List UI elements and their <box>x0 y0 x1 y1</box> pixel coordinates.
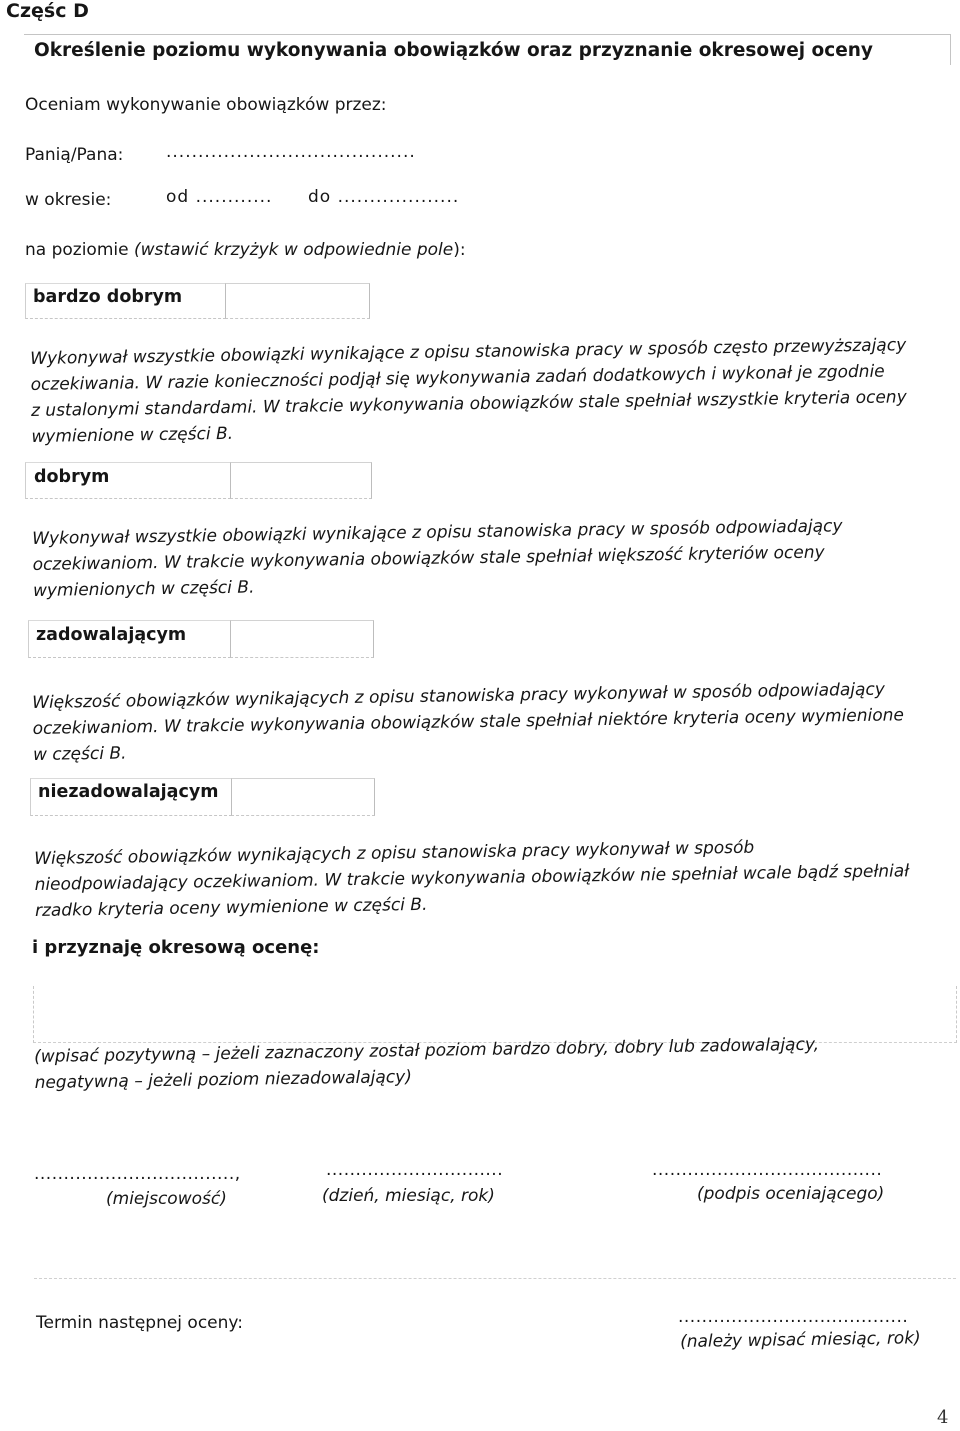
checkbox-niezadowalajacym[interactable] <box>231 778 375 816</box>
period-label: w okresie: <box>25 190 112 210</box>
description-line: Większość obowiązków wynikających z opisu stanowiska pracy wykonywał w sposób odpowiadający <box>32 679 885 713</box>
description-line: z ustalonymi standardami. W trakcie wykonywania obowiązków stale spełniał wszystkie kryteria oceny <box>30 387 907 421</box>
description-line: rzadko kryteria oceny wymienione w części B. <box>34 894 428 921</box>
place-caption: (miejscowość) <box>106 1189 227 1209</box>
description-line: Większość obowiązków wynikających z opisu stanowiska pracy wykonywał w sposób <box>34 837 755 869</box>
instruction-line: negatywną – jeżeli poziom niezadowalający) <box>34 1067 413 1093</box>
level-prompt-end: ): <box>453 240 466 260</box>
description-line: oczekiwaniom. W trakcie wykonywania obowiązków stale spełniał większość kryteriów oceny <box>32 542 825 575</box>
date-caption: (dzień, miesiąc, rok) <box>322 1186 495 1206</box>
level-description-zadowalajacym <box>32 676 943 768</box>
place-field[interactable]: .................................., <box>34 1164 241 1184</box>
description-line: oczekiwaniom. W trakcie wykonywania obowiązków stale spełniał niektóre kryteria oceny wymienione <box>32 705 905 739</box>
description-line: nieodpowiadający oczekiwaniom. W trakcie wykonywania obowiązków nie spełniał wcale bądź spełniał <box>34 861 910 895</box>
checkbox-dobrym[interactable] <box>230 462 372 499</box>
checkbox-bardzo-dobrym[interactable] <box>225 283 370 319</box>
level-label-dobrym: dobrym <box>34 467 110 487</box>
intro-text: Oceniam wykonywanie obowiązków przez: <box>25 95 387 115</box>
description-line: Wykonywał wszystkie obowiązki wynikające z opisu stanowiska pracy w sposób często przewyższający <box>30 335 907 369</box>
level-label-niezadowalajacym: niezadowalającym <box>38 782 219 802</box>
person-label: Panią/Pana: <box>25 145 124 165</box>
description-line: wymienione w części B. <box>31 423 234 447</box>
level-prompt-italic: (wstawić krzyżyk w odpowiednie pole <box>133 240 454 260</box>
period-from-field[interactable]: od ............ <box>166 187 273 207</box>
description-line: oczekiwania. W razie konieczności podjął się wykonywania zadań dodatkowych i wykonał je zgodnie <box>30 361 885 395</box>
page-number: 4 <box>937 1407 949 1428</box>
divider <box>34 1278 956 1279</box>
next-review-hint: (należy wpisać miesiąc, rok) <box>680 1328 921 1352</box>
grant-heading: i przyznaję okresową ocenę: <box>32 937 320 958</box>
level-prompt-text: na poziomie <box>25 240 134 260</box>
level-prompt <box>25 240 466 260</box>
description-line: Wykonywał wszystkie obowiązki wynikające z opisu stanowiska pracy w sposób odpowiadający <box>32 516 843 549</box>
next-review-field[interactable]: ....................................... <box>678 1307 909 1327</box>
level-description-niezadowalajacym <box>34 832 945 924</box>
signature-field[interactable]: ....................................... <box>652 1160 883 1180</box>
level-label-zadowalajacym: zadowalającym <box>36 625 187 645</box>
instruction-line: (wpisać pozytywną – jeżeli zaznaczony został poziom bardzo dobry, dobry lub zadowalający, <box>34 1034 820 1067</box>
next-review-label: Termin następnej oceny: <box>36 1313 243 1333</box>
part-heading: Częśc D <box>6 0 89 22</box>
date-field[interactable]: .............................. <box>326 1160 504 1180</box>
level-description-bardzo-dobrym <box>30 332 944 450</box>
checkbox-zadowalajacym[interactable] <box>230 620 374 658</box>
section-title: Określenie poziomu wykonywania obowiązków oraz przyznanie okresowej oceny <box>34 40 873 61</box>
period-to-field[interactable]: do ................... <box>308 187 460 207</box>
signature-caption: (podpis oceniającego) <box>697 1184 885 1204</box>
person-field[interactable]: ....................................... <box>166 142 416 162</box>
description-line: w części B. <box>32 743 127 765</box>
level-label-bardzo-dobrym: bardzo dobrym <box>33 287 183 307</box>
level-description-dobrym <box>32 512 943 604</box>
description-line: wymienionych w części B. <box>32 577 255 601</box>
